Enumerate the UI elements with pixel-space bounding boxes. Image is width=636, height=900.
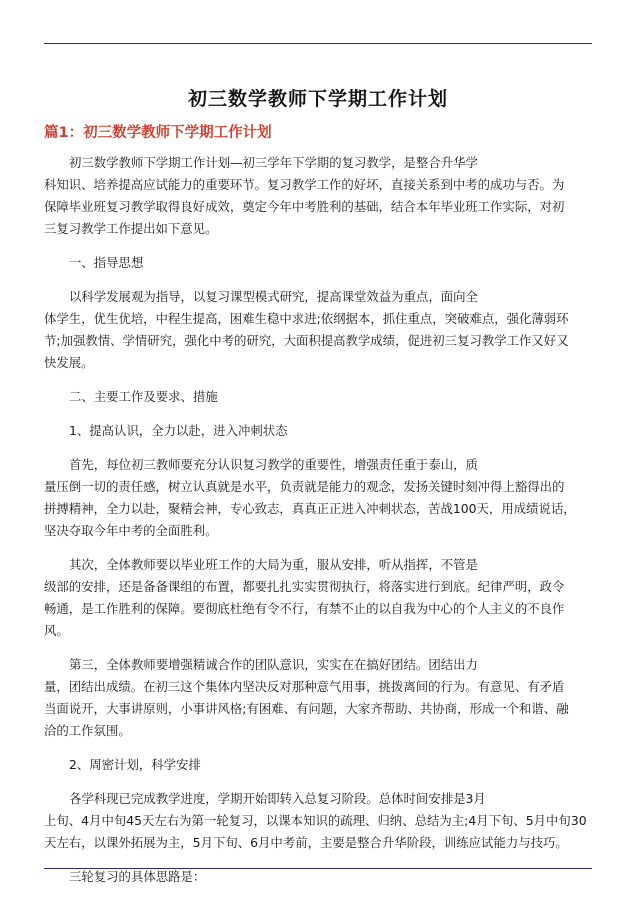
text-line: 拼搏精神，全力以赴，聚精会神，专心致志，真真正正进入冲刺状态，苦战100天，用成绩说话， [44,501,576,516]
text-line: 坚决夺取今年中考的全面胜利。 [44,523,218,538]
section-subtitle: 篇1：初三数学教师下学期工作计划 [44,125,272,141]
awareness-paragraph-1 [44,454,592,542]
text-line: 当面说开，大事讲原则，小事讲风格;有困难、有问题，大家齐帮助、共协商，形成一个和谐、融 [44,701,569,716]
text-line: 快发展。 [44,355,94,370]
text-line: 节;加强教情、学情研究，强化中考的研究，大面积提高教学成绩，促进初三复习教学工作又好又 [44,333,569,348]
text-line: 以科学发展观为指导，以复习课型模式研究，提高课堂效益为重点，面向全 [69,289,478,304]
text-line: 风。 [44,623,69,638]
bottom-rule [44,868,592,869]
subsection-heading-planning: 2、周密计划，科学安排 [69,757,201,772]
text-line: 级部的安排，还是备备课组的布置，都要扎扎实实贯彻执行，将落实进行到底。纪律严明，政令 [44,579,565,594]
text-line: 量，团结出成绩。在初三这个集体内坚决反对那种意气用事，挑拨离间的行为。有意见、有矛盾 [44,679,565,694]
text-line: 第三，全体教师要增强精诚合作的团队意识，实实在在搞好团结。团结出力 [69,657,478,672]
text-line: 量压倒一切的责任感，树立认真就是水平，负责就是能力的观念，发扬关键时刻冲得上豁得出的 [44,479,565,494]
text-line: 初三数学教师下学期工作计划—初三学年下学期的复习教学，是整合升华学 [69,155,478,170]
text-line: 畅通，是工作胜利的保障。要彻底杜绝有令不行，有禁不止的以自我为中心的个人主义的不良作 [44,601,565,616]
page-title: 初三数学教师下学期工作计划 [187,88,448,110]
text-line: 上旬、4月中旬45天左右为第一轮复习，以课本知识的疏理、归纳、总结为主;4月下旬、5月中旬30 [44,813,587,828]
awareness-paragraph-2 [44,554,592,642]
text-line: 体学生，优生优培，中程生提高，困难生稳中求进;依纲据本，抓住重点，突破难点，强化薄弱环 [44,311,569,326]
subsection-heading-awareness: 1、提高认识，全力以赴，进入冲刺状态 [69,423,288,438]
planning-paragraph [44,788,592,854]
text-line: 三复习教学工作提出如下意见。 [44,221,218,236]
text-line: 各学科现已完成教学进度，学期开始即转入总复习阶段。总体时间安排是3月 [69,791,486,806]
document-body [44,152,592,900]
text-line: 洽的工作氛围。 [44,723,131,738]
closing-line: 三轮复习的具体思路是： [69,869,206,884]
text-line: 其次，全体教师要以毕业班工作的大局为重，服从安排，听从指挥，不管是 [69,557,478,572]
guiding-ideology-paragraph [44,286,592,374]
text-line: 保障毕业班复习教学取得良好成效，奠定今年中考胜利的基础，结合本年毕业班工作实际，对初 [44,199,565,214]
section-heading-main-work: 二、主要工作及要求、措施 [69,389,218,404]
text-line: 科知识、培养提高应试能力的重要环节。复习教学工作的好坏，直接关系到中考的成功与否。为 [44,177,565,192]
section-heading-guiding-ideology: 一、指导思想 [69,255,144,270]
top-rule [44,43,592,44]
text-line: 天左右，以课外拓展为主，5月下旬、6月中考前，主要是整合升华阶段，训练应试能力与技巧。 [44,835,568,850]
awareness-paragraph-3 [44,654,592,742]
text-line: 首先，每位初三教师要充分认识复习教学的重要性，增强责任重于泰山，质 [69,457,478,472]
intro-paragraph [44,152,592,240]
